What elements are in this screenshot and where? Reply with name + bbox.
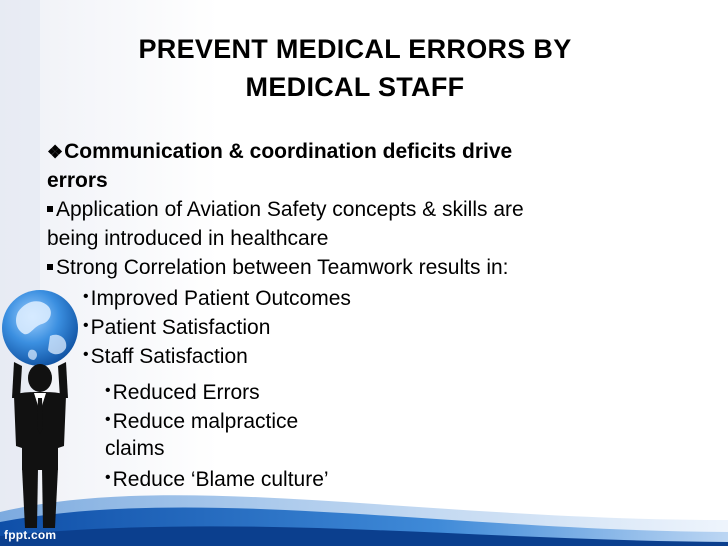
dot-bullet-icon: • bbox=[83, 288, 89, 305]
title-line-1: PREVENT MEDICAL ERRORS BY bbox=[138, 34, 572, 64]
slide-title bbox=[60, 30, 650, 106]
dot-bullet-icon: • bbox=[105, 382, 111, 399]
list-item: Strong Correlation between Teamwork results in: bbox=[47, 253, 509, 282]
square-bullet-icon bbox=[47, 206, 53, 212]
sub-list-item: •Reduce malpractice bbox=[105, 410, 299, 433]
sub-list-item: •Reduce ‘Blame culture’ bbox=[105, 468, 329, 491]
sub-list-item: •Patient Satisfaction bbox=[83, 316, 271, 339]
dot-bullet-icon: • bbox=[83, 317, 89, 334]
square-bullet-icon bbox=[47, 264, 53, 270]
list-item: ❖Communication & coordination deficits drive bbox=[47, 140, 513, 163]
sub-list-item-continuation: claims bbox=[105, 437, 165, 460]
dot-bullet-icon: • bbox=[105, 411, 111, 428]
sub-list-item: •Improved Patient Outcomes bbox=[83, 287, 351, 310]
dot-bullet-icon: • bbox=[83, 346, 89, 363]
dot-bullet-icon: • bbox=[105, 469, 111, 486]
diamond-bullet-icon: ❖ bbox=[47, 142, 64, 162]
list-item-continuation: being introduced in healthcare bbox=[47, 227, 329, 250]
footer-brand: fppt.com bbox=[4, 528, 57, 542]
sub-list-item: •Reduced Errors bbox=[105, 381, 260, 404]
sub-list-item: •Staff Satisfaction bbox=[83, 345, 248, 368]
title-line-2: MEDICAL STAFF bbox=[245, 72, 465, 102]
list-item: Application of Aviation Safety concepts & skills are bbox=[47, 195, 524, 224]
quoted-phrase: ‘Blame culture’ bbox=[190, 468, 329, 491]
list-item-continuation: errors bbox=[47, 169, 108, 192]
